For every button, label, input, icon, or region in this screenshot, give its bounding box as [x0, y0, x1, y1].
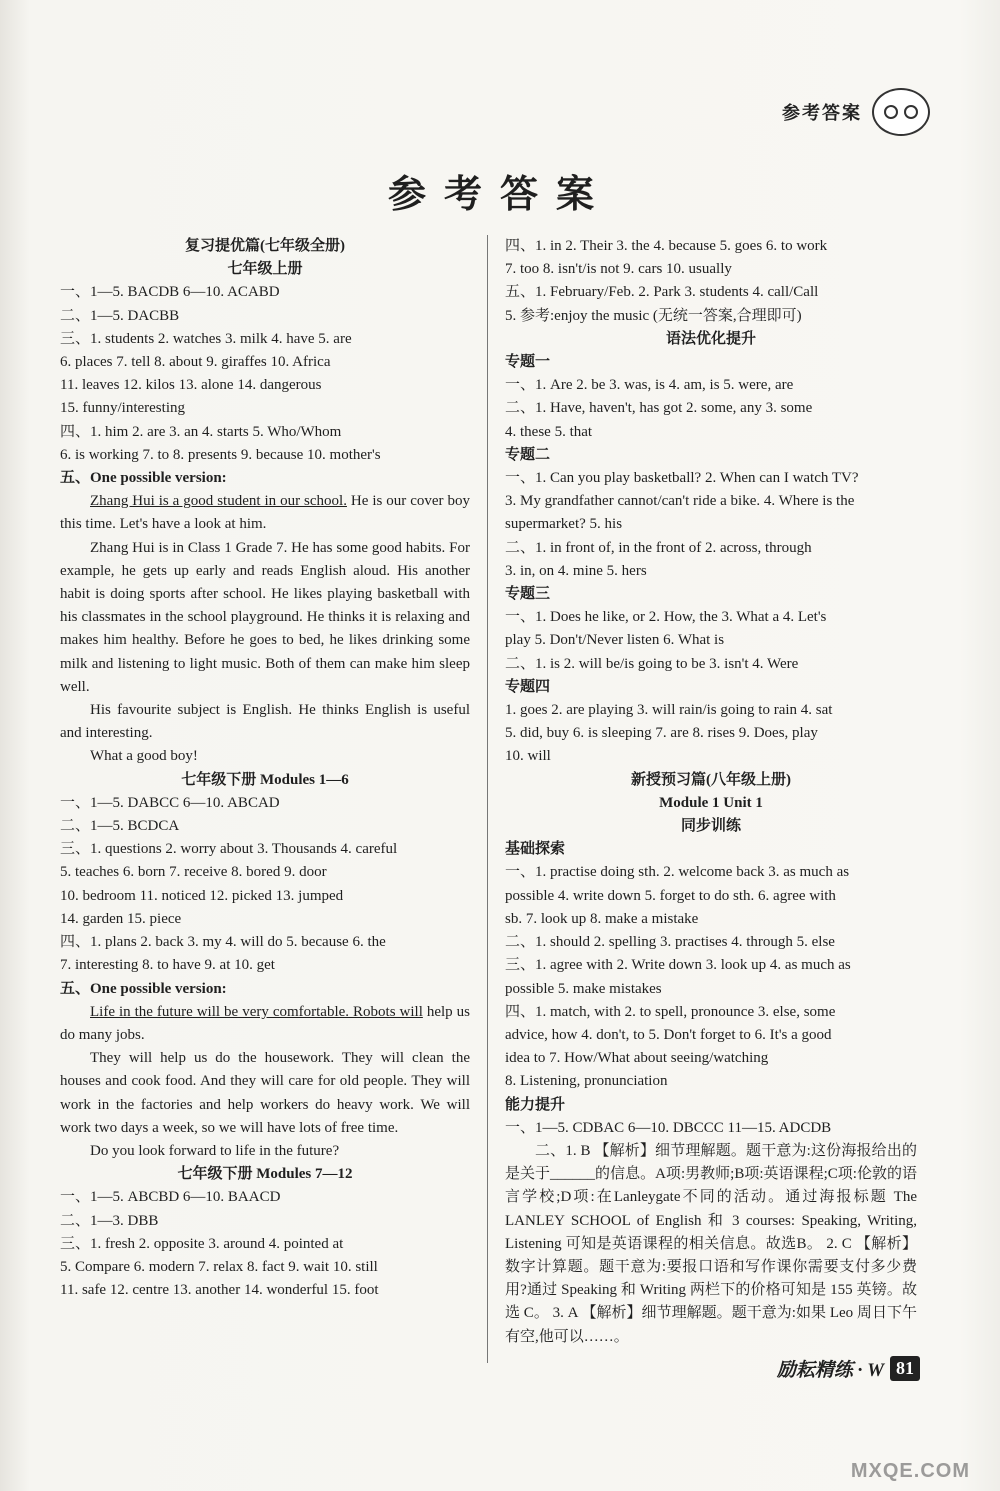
answer-line: 二、1. should 2. spelling 3. practises 4. through 5. else	[505, 934, 835, 951]
subsection-heading: 专题一	[505, 354, 551, 371]
paragraph: What a good boy!	[90, 748, 198, 765]
answer-line: sb. 7. look up 8. make a mistake	[505, 910, 699, 927]
subsection-heading: 五、One possible version:	[60, 470, 227, 487]
answer-line: 一、1—5. ABCBD 6—10. BAACD	[60, 1189, 281, 1206]
section-heading: 语法优化提升	[665, 330, 756, 347]
answer-line: 3. in, on 4. mine 5. hers	[505, 562, 647, 579]
answer-line: 7. too 8. isn't/is not 9. cars 10. usually	[505, 261, 732, 278]
column-divider	[487, 235, 488, 1363]
watermark: MXQE.COM	[850, 1460, 970, 1482]
sentence-rest: help us do many jobs.	[60, 1003, 470, 1043]
footer-brand: 励耘精练 · W	[776, 1360, 884, 1381]
paragraph: His favourite subject is English. He thinks English is useful and interesting.	[60, 702, 470, 742]
answer-line: 二、1. is 2. will be/is going to be 3. isn't 4. Were	[505, 655, 799, 672]
answer-line: 二、1. in front of, in the front of 2. across, through	[505, 539, 812, 556]
right-column	[505, 235, 917, 1349]
answer-line: 8. Listening, pronunciation	[505, 1073, 668, 1090]
answer-line: 一、1—5. DABCC 6—10. ABCAD	[60, 794, 280, 811]
section-heading: 复习提优篇(七年级全册)	[185, 238, 345, 254]
answer-line: 一、1. practise doing sth. 2. welcome back 3. as much as	[505, 864, 850, 881]
answer-line: 一、1. Are 2. be 3. was, is 4. am, is 5. were, are	[505, 377, 794, 394]
answer-line: advice, how 4. don't, to 5. Don't forget to 6. It's a good	[505, 1026, 832, 1043]
page-title: 参考答案	[387, 174, 612, 216]
answer-line: 一、1—5. BACDB 6—10. ACABD	[60, 284, 280, 301]
answer-line: 6. places 7. tell 8. about 9. giraffes 10. Africa	[60, 354, 331, 371]
section-heading: Module 1 Unit 1	[659, 794, 763, 811]
answer-line: 7. interesting 8. to have 9. at 10. get	[60, 957, 275, 974]
subsection-heading: 基础探索	[505, 841, 566, 858]
answer-line: 四、1. him 2. are 3. an 4. starts 5. Who/Whom	[60, 423, 342, 440]
answer-line: 10. will	[505, 748, 551, 765]
answer-line: 二、1—5. DACBB	[60, 307, 180, 324]
answer-line: 二、1. Have, haven't, has got 2. some, any 3. some	[505, 400, 813, 417]
answer-line: 四、1. match, with 2. to spell, pronounce 3. else, some	[505, 1003, 836, 1020]
answer-line: 三、1. fresh 2. opposite 3. around 4. pointed at	[60, 1235, 344, 1252]
answer-line: possible 5. make mistakes	[505, 980, 662, 997]
sentence-rest: He is our cover boy this time. Let's have a look at him.	[60, 493, 470, 533]
answer-line: 5. Compare 6. modern 7. relax 8. fact 9. wait 10. still	[60, 1258, 378, 1275]
subsection-heading: 能力提升	[505, 1096, 566, 1113]
section-heading: 七年级下册 Modules 1—6	[181, 771, 349, 788]
underlined-sentence: Life in the future will be very comfortable. Robots will	[90, 1003, 423, 1020]
subsection-heading: 专题四	[505, 678, 551, 695]
page-header	[782, 88, 930, 136]
answer-line: 四、1. in 2. Their 3. the 4. because 5. goes 6. to work	[505, 238, 828, 254]
answer-line: 二、1—5. BCDCA	[60, 818, 180, 835]
answer-line: 15. funny/interesting	[60, 400, 185, 417]
mascot-icon	[872, 88, 930, 136]
answer-line: 3. My grandfather cannot/can't ride a bike. 4. Where is the	[505, 493, 855, 510]
answer-line: 三、1. students 2. watches 3. milk 4. have 5. are	[60, 330, 352, 347]
section-heading: 七年级上册	[227, 261, 303, 278]
section-heading: 七年级下册 Modules 7—12	[177, 1166, 353, 1183]
answer-line: 11. leaves 12. kilos 13. alone 14. dangerous	[60, 377, 322, 394]
answer-line: 四、1. plans 2. back 3. my 4. will do 5. because 6. the	[60, 934, 386, 951]
answer-line: idea to 7. How/What about seeing/watching	[505, 1050, 769, 1067]
answer-line: 三、1. agree with 2. Write down 3. look up 4. as much as	[505, 957, 851, 974]
answer-line: 11. safe 12. centre 13. another 14. wonderful 15. foot	[60, 1282, 379, 1299]
subsection-heading: 五、One possible version:	[60, 980, 227, 997]
answer-line: possible 4. write down 5. forget to do sth. 6. agree with	[505, 887, 836, 904]
paragraph: They will help us do the housework. They will clean the houses and cook food. And they will care for old people. They will work in the factories and help workers do heavy work. We will work two days a week, so we will have lots of free time.	[60, 1050, 470, 1136]
answer-line: 三、1. questions 2. worry about 3. Thousands 4. careful	[60, 841, 398, 858]
paragraph: Zhang Hui is in Class 1 Grade 7. He has some good habits. For example, he gets up early and reads English aloud. His another habit is doing sports after school. He likes playing basketball with his classmates in the school playground. He thinks it is relaxing and makes him healthy. Before he goes to bed, he likes drinking some milk and listening to light music. Both of them can make him sleep well.	[60, 539, 470, 695]
page-number: 81	[890, 1356, 920, 1381]
answer-line: 14. garden 15. piece	[60, 910, 182, 927]
underlined-sentence: Zhang Hui is a good student in our school.	[90, 493, 347, 510]
section-heading: 新授预习篇(八年级上册)	[631, 771, 791, 788]
answer-line: 5. 参考:enjoy the music (无统一答案,合理即可)	[505, 307, 802, 324]
subsection-heading: 专题二	[505, 446, 551, 463]
paragraph	[60, 1001, 470, 1047]
paragraph	[60, 490, 470, 536]
subsection-heading: 专题三	[505, 586, 551, 603]
answer-line: 1. goes 2. are playing 3. will rain/is going to rain 4. sat	[505, 702, 833, 719]
page-footer	[777, 1355, 920, 1382]
answer-line: 4. these 5. that	[505, 423, 593, 440]
answer-line: 二、1—3. DBB	[60, 1212, 159, 1229]
answer-line: 5. teaches 6. born 7. receive 8. bored 9. door	[60, 864, 327, 881]
answer-line: 五、1. February/Feb. 2. Park 3. students 4. call/Call	[505, 284, 819, 301]
answer-line: supermarket? 5. his	[505, 516, 623, 533]
answer-line: play 5. Don't/Never listen 6. What is	[505, 632, 725, 649]
answer-line: 一、1. Does he like, or 2. How, the 3. What a 4. Let's	[505, 609, 827, 626]
answer-line: 6. is working 7. to 8. presents 9. because 10. mother's	[60, 446, 381, 463]
answer-line: 一、1. Can you play basketball? 2. When can I watch TV?	[505, 470, 859, 487]
left-column	[60, 235, 470, 1302]
section-heading: 同步训练	[680, 818, 741, 835]
paragraph: Do you look forward to life in the future?	[90, 1142, 340, 1159]
paragraph: 二、1. B 【解析】细节理解题。题干意为:这份海报给出的是关于______的信息。A项:男教师;B项:英语课程;C项:伦敦的语言学校;D项:在Lanleygate不同的活动。通过海报标题 The LANLEY SCHOOL of English 和 3 courses: Speaking, Writing, Listening 可知是英语课程的相关信息。故选B。 2. C 【解析】数字计算题。题干意为:要报口语和写作课你需要支付多少费用?通过 Speaking 和 Writing 两栏下的价格可知是 155 英镑。故选 C。 3. A 【解析】细节理解题。题干意为:如果 Leo 周日下午有空,他可以……。	[505, 1142, 917, 1345]
answer-line: 5. did, buy 6. is sleeping 7. are 8. rises 9. Does, play	[505, 725, 818, 742]
answer-line: 一、1—5. CDBAC 6—10. DBCCC 11—15. ADCDB	[505, 1119, 832, 1136]
answer-line: 10. bedroom 11. noticed 12. picked 13. jumped	[60, 887, 344, 904]
header-title: 参考答案	[782, 103, 862, 123]
